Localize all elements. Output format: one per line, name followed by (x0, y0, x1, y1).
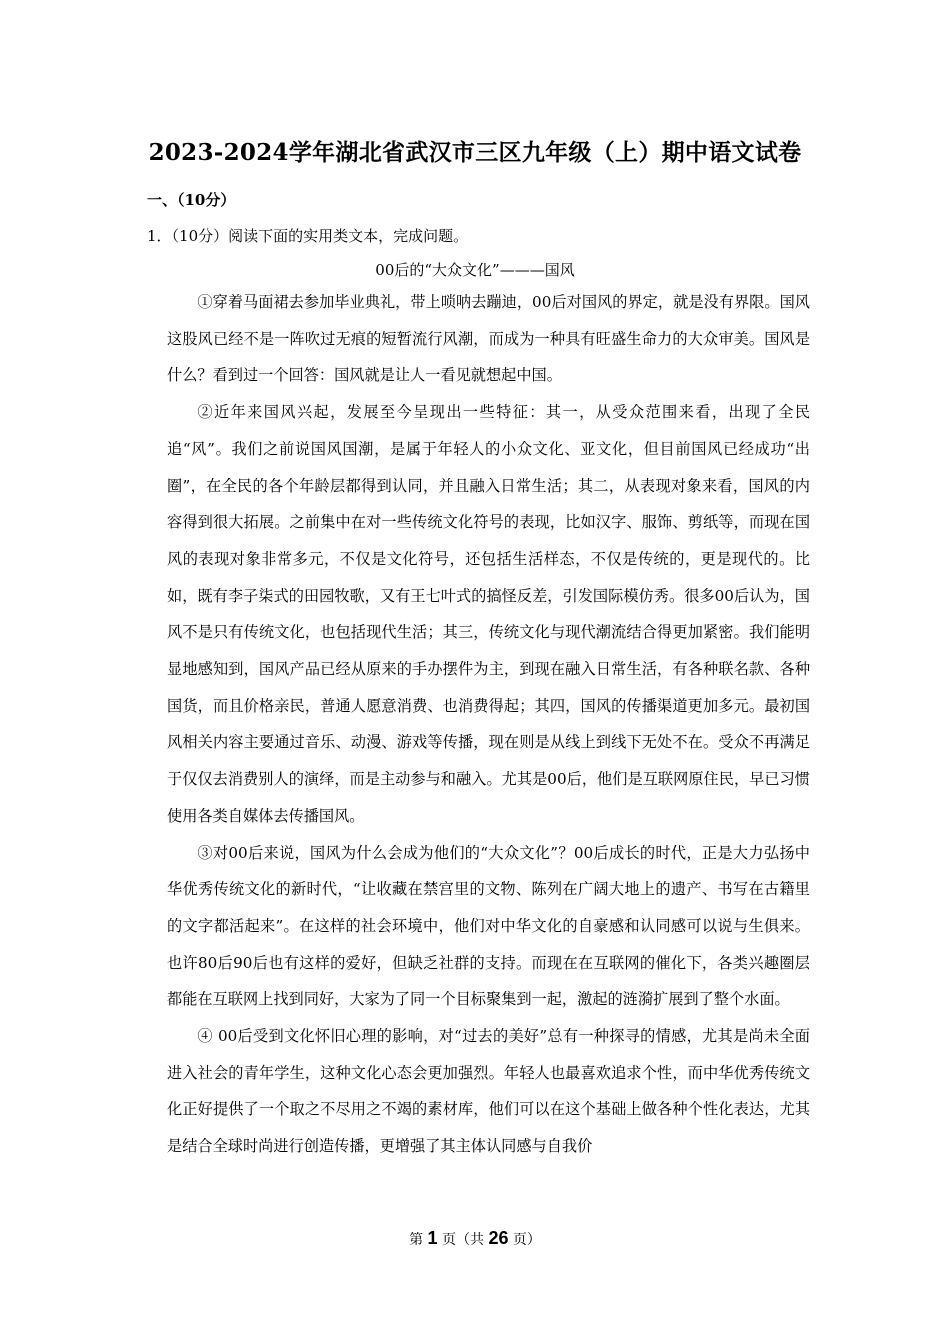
paragraph-3: ③对00后来说，国风为什么会成为他们的“大众文化”？00后成长的时代，正是大力弘扬中华优秀传统文化的新时代，“让收藏在禁宫里的文物、陈列在广阔大地上的遗产、书写在古籍里的文字都活起来”。在这样的社会环境中，他们对中华文化的自豪感和认同感可以说与生俱来。也许80后90后也有这样的爱好，但缺乏社群的支持。而现在在互联网的催化下，各类兴趣圈层都能在互联网上找到同好，大家为了同一个目标聚集到一起，激起的涟漪扩展到了整个水面。 (167, 843, 810, 1009)
question-prompt: 1．（10分）阅读下面的实用类文本，完成问题。 (147, 227, 469, 245)
exam-title: 2023-2024学年湖北省武汉市三区九年级（上）期中语文试卷 (148, 139, 802, 166)
page-number: 1 (427, 1228, 438, 1248)
footer-middle: 页（共 (441, 1232, 484, 1248)
footer-suffix: 页） (512, 1232, 541, 1248)
section-heading: 一、（10分） (147, 191, 236, 209)
article-body (167, 284, 810, 1165)
footer-prefix: 第 (409, 1232, 424, 1248)
article-title: 00后的“大众文化”———国风 (375, 261, 575, 279)
paragraph-1: ①穿着马面裙去参加毕业典礼，带上唢呐去蹦迪，00后对国风的界定，就是没有界限。国风这股风已经不是一阵吹过无痕的短暂流行风潮，而成为一种具有旺盛生命力的大众审美。国风是什么？看到过一个回答：国风就是让人一看见就想起中国。 (167, 293, 810, 385)
total-pages: 26 (488, 1228, 509, 1248)
page-footer (0, 1228, 950, 1249)
paragraph-4: ④ 00后受到文化怀旧心理的影响，对“过去的美好”总有一种探寻的情感，尤其是尚未全面进入社会的青年学生，这种文化心态会更加强烈。年轻人也最喜欢追求个性，而中华优秀传统文化正好提供了一个取之不尽用之不竭的素材库，他们可以在这个基础上做各种个性化表达，尤其是结合全球时尚进行创造传播，更增强了其主体认同感与自我价 (167, 1027, 810, 1156)
paragraph-2: ②近年来国风兴起，发展至今呈现出一些特征：其一，从受众范围来看，出现了全民追“风”。我们之前说国风国潮，是属于年轻人的小众文化、亚文化，但目前国风已经成功“出圈”，在全民的各个年龄层都得到认同，并且融入日常生活；其二，从表现对象来看，国风的内容得到很大拓展。之前集中在对一些传统文化符号的表现，比如汉字、服饰、剪纸等，而现在国风的表现对象非常多元，不仅是文化符号，还包括生活样态，不仅是传统的，更是现代的。比如，既有李子柒式的田园牧歌，又有王七叶式的搞怪反差，引发国际模仿秀。很多00后认为，国风不是只有传统文化，也包括现代生活；其三，传统文化与现代潮流结合得更加紧密。我们能明显地感知到，国风产品已经从原来的手办摆件为主，到现在融入日常生活，有各种联名款、各种国货，而且价格亲民，普通人愿意消费、也消费得起；其四，国风的传播渠道更加多元。最初国风相关内容主要通过音乐、动漫、游戏等传播，现在则是从线上到线下无处不在。受众不再满足于仅仅去消费别人的演绎，而是主动参与和融入。尤其是00后，他们是互联网原住民，早已习惯使用各类自媒体去传播国风。 (167, 403, 810, 825)
